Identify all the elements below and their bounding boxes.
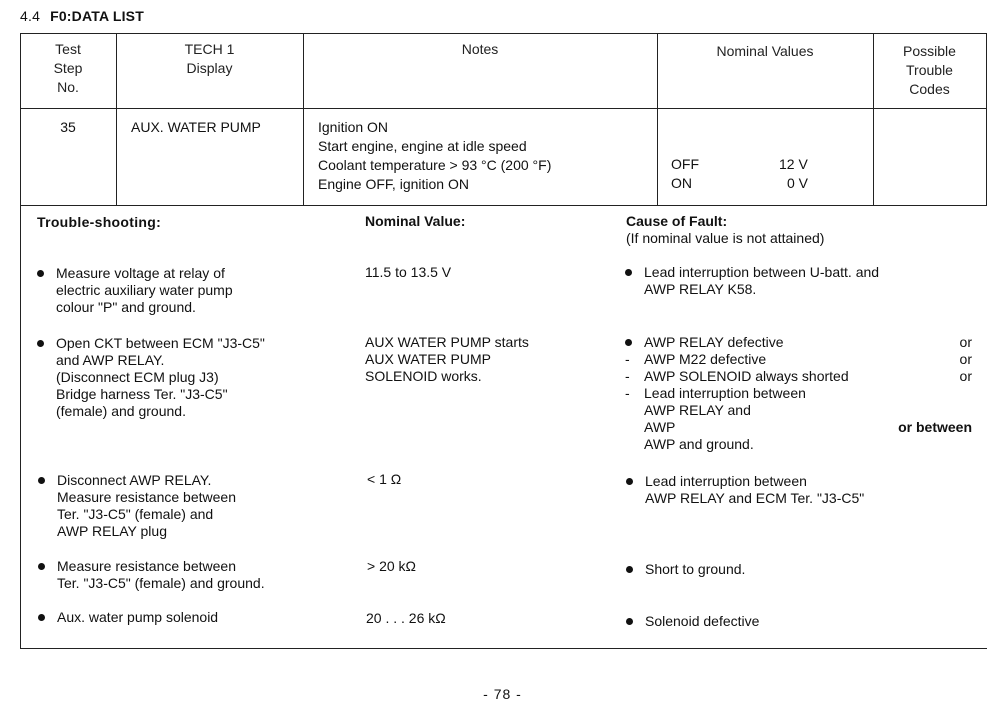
step-line: Ter. "J3-C5" (female) and — [57, 506, 214, 522]
fault-line-text: AWP RELAY and — [644, 402, 751, 418]
nominal-state: ON — [671, 175, 692, 191]
row-step-number: 35 — [60, 119, 76, 135]
fault-line-text: AWP and ground. — [644, 436, 754, 452]
step-line: (Disconnect ECM plug J3) — [56, 369, 219, 385]
nominal-line: SOLENOID works. — [365, 368, 482, 384]
row-nominal-values — [671, 155, 871, 193]
troubleshooting-label: Trouble-shooting: — [37, 214, 162, 230]
step-line: Measure voltage at relay of — [56, 265, 225, 281]
fault-list — [625, 334, 986, 453]
header-divider — [20, 108, 987, 109]
page-number: - 78 - — [483, 686, 522, 702]
step-line: Disconnect AWP RELAY. — [57, 472, 212, 488]
step-text — [57, 472, 236, 540]
header-text: Trouble — [906, 62, 953, 78]
fault-line — [625, 368, 986, 385]
fault-text: Solenoid defective — [645, 613, 760, 629]
nominal-text: 11.5 to 13.5 V — [365, 264, 452, 280]
nominal-row — [671, 174, 871, 193]
step-line: AWP RELAY plug — [57, 523, 167, 539]
step-text — [57, 558, 265, 592]
step-text: Aux. water pump solenoid — [57, 609, 219, 625]
header-text: Possible — [903, 43, 956, 59]
cause-of-fault-label: Cause of Fault: — [626, 213, 728, 229]
row-divider — [20, 205, 987, 206]
section-number: 4.4 — [20, 8, 41, 24]
fault-text: Short to ground. — [645, 561, 746, 577]
step-line: Ter. "J3-C5" (female) and ground. — [57, 575, 265, 591]
fault-line: AWP RELAY K58. — [644, 281, 757, 297]
fault-or: or — [959, 368, 972, 384]
fault-line — [625, 351, 986, 368]
header-text: No. — [57, 79, 79, 95]
step-text — [56, 265, 233, 316]
step-text — [56, 335, 265, 420]
step-line: and AWP RELAY. — [56, 352, 165, 368]
step-line: Measure resistance between — [57, 489, 236, 505]
nominal-value: 0 V — [787, 175, 809, 191]
fault-line-text: AWP RELAY defective — [644, 334, 784, 350]
header-display — [116, 40, 303, 78]
header-test-step — [20, 40, 116, 97]
step-line: Bridge harness Ter. "J3-C5" — [56, 386, 228, 402]
table-right-border — [986, 33, 987, 206]
fault-line — [644, 419, 986, 436]
dash-mark: - — [625, 351, 630, 367]
fault-line — [644, 334, 986, 351]
step-line: Measure resistance between — [57, 558, 236, 574]
nominal-line: AUX WATER PUMP — [365, 351, 492, 367]
row-notes — [318, 118, 551, 194]
step-line: Open CKT between ECM "J3-C5" — [56, 335, 265, 351]
nominal-text: > 20 kΩ — [367, 558, 416, 574]
note-line: Engine OFF, ignition ON — [318, 176, 469, 192]
step-line: colour "P" and ground. — [56, 299, 196, 315]
dash-mark: - — [625, 368, 630, 384]
header-text: Test — [55, 41, 81, 57]
fault-line — [644, 436, 986, 453]
fault-line: Lead interruption between — [645, 473, 807, 489]
fault-line: AWP RELAY and ECM Ter. "J3-C5" — [645, 490, 865, 506]
step-line: electric auxiliary water pump — [56, 282, 233, 298]
header-possible-codes — [873, 42, 986, 99]
note-line: Start engine, engine at idle speed — [318, 138, 527, 154]
header-text: TECH 1 — [184, 41, 235, 57]
fault-or: or — [959, 351, 972, 367]
header-notes: Notes — [461, 41, 499, 57]
nominal-row — [671, 155, 871, 174]
row-display-name: AUX. WATER PUMP — [131, 119, 261, 135]
note-line: Coolant temperature > 93 °C (200 °F) — [318, 157, 552, 173]
nominal-text: < 1 Ω — [367, 471, 402, 487]
note-line: Ignition ON — [318, 119, 389, 135]
header-text: Step — [53, 60, 83, 76]
fault-line-text: Lead interruption between — [644, 385, 806, 401]
nominal-line: AUX WATER PUMP starts — [365, 334, 529, 350]
header-text: Display — [186, 60, 233, 76]
section-title: F0:DATA LIST — [50, 8, 144, 24]
step-line: (female) and ground. — [56, 403, 186, 419]
fault-line-text: AWP — [644, 419, 676, 435]
fault-text — [644, 264, 879, 298]
fault-text — [645, 473, 864, 507]
header-text: Codes — [909, 81, 950, 97]
header-nominal-values: Nominal Values — [716, 43, 814, 59]
fault-or-between: or between — [898, 419, 972, 435]
nominal-value-label: Nominal Value: — [365, 213, 466, 229]
section-heading — [20, 8, 144, 24]
cause-of-fault-sublabel: (If nominal value is not attained) — [626, 230, 825, 246]
nominal-text: 20 . . . 26 kΩ — [366, 610, 446, 626]
fault-line-text: AWP SOLENOID always shorted — [644, 368, 849, 384]
fault-line — [625, 385, 986, 402]
dash-mark: - — [625, 385, 630, 401]
nominal-text — [365, 334, 529, 385]
fault-line-text: AWP M22 defective — [644, 351, 767, 367]
fault-line: Lead interruption between U-batt. and — [644, 264, 880, 280]
fault-or: or — [959, 334, 972, 350]
nominal-state: OFF — [671, 156, 699, 172]
nominal-value: 12 V — [779, 156, 808, 172]
fault-line — [644, 402, 986, 419]
